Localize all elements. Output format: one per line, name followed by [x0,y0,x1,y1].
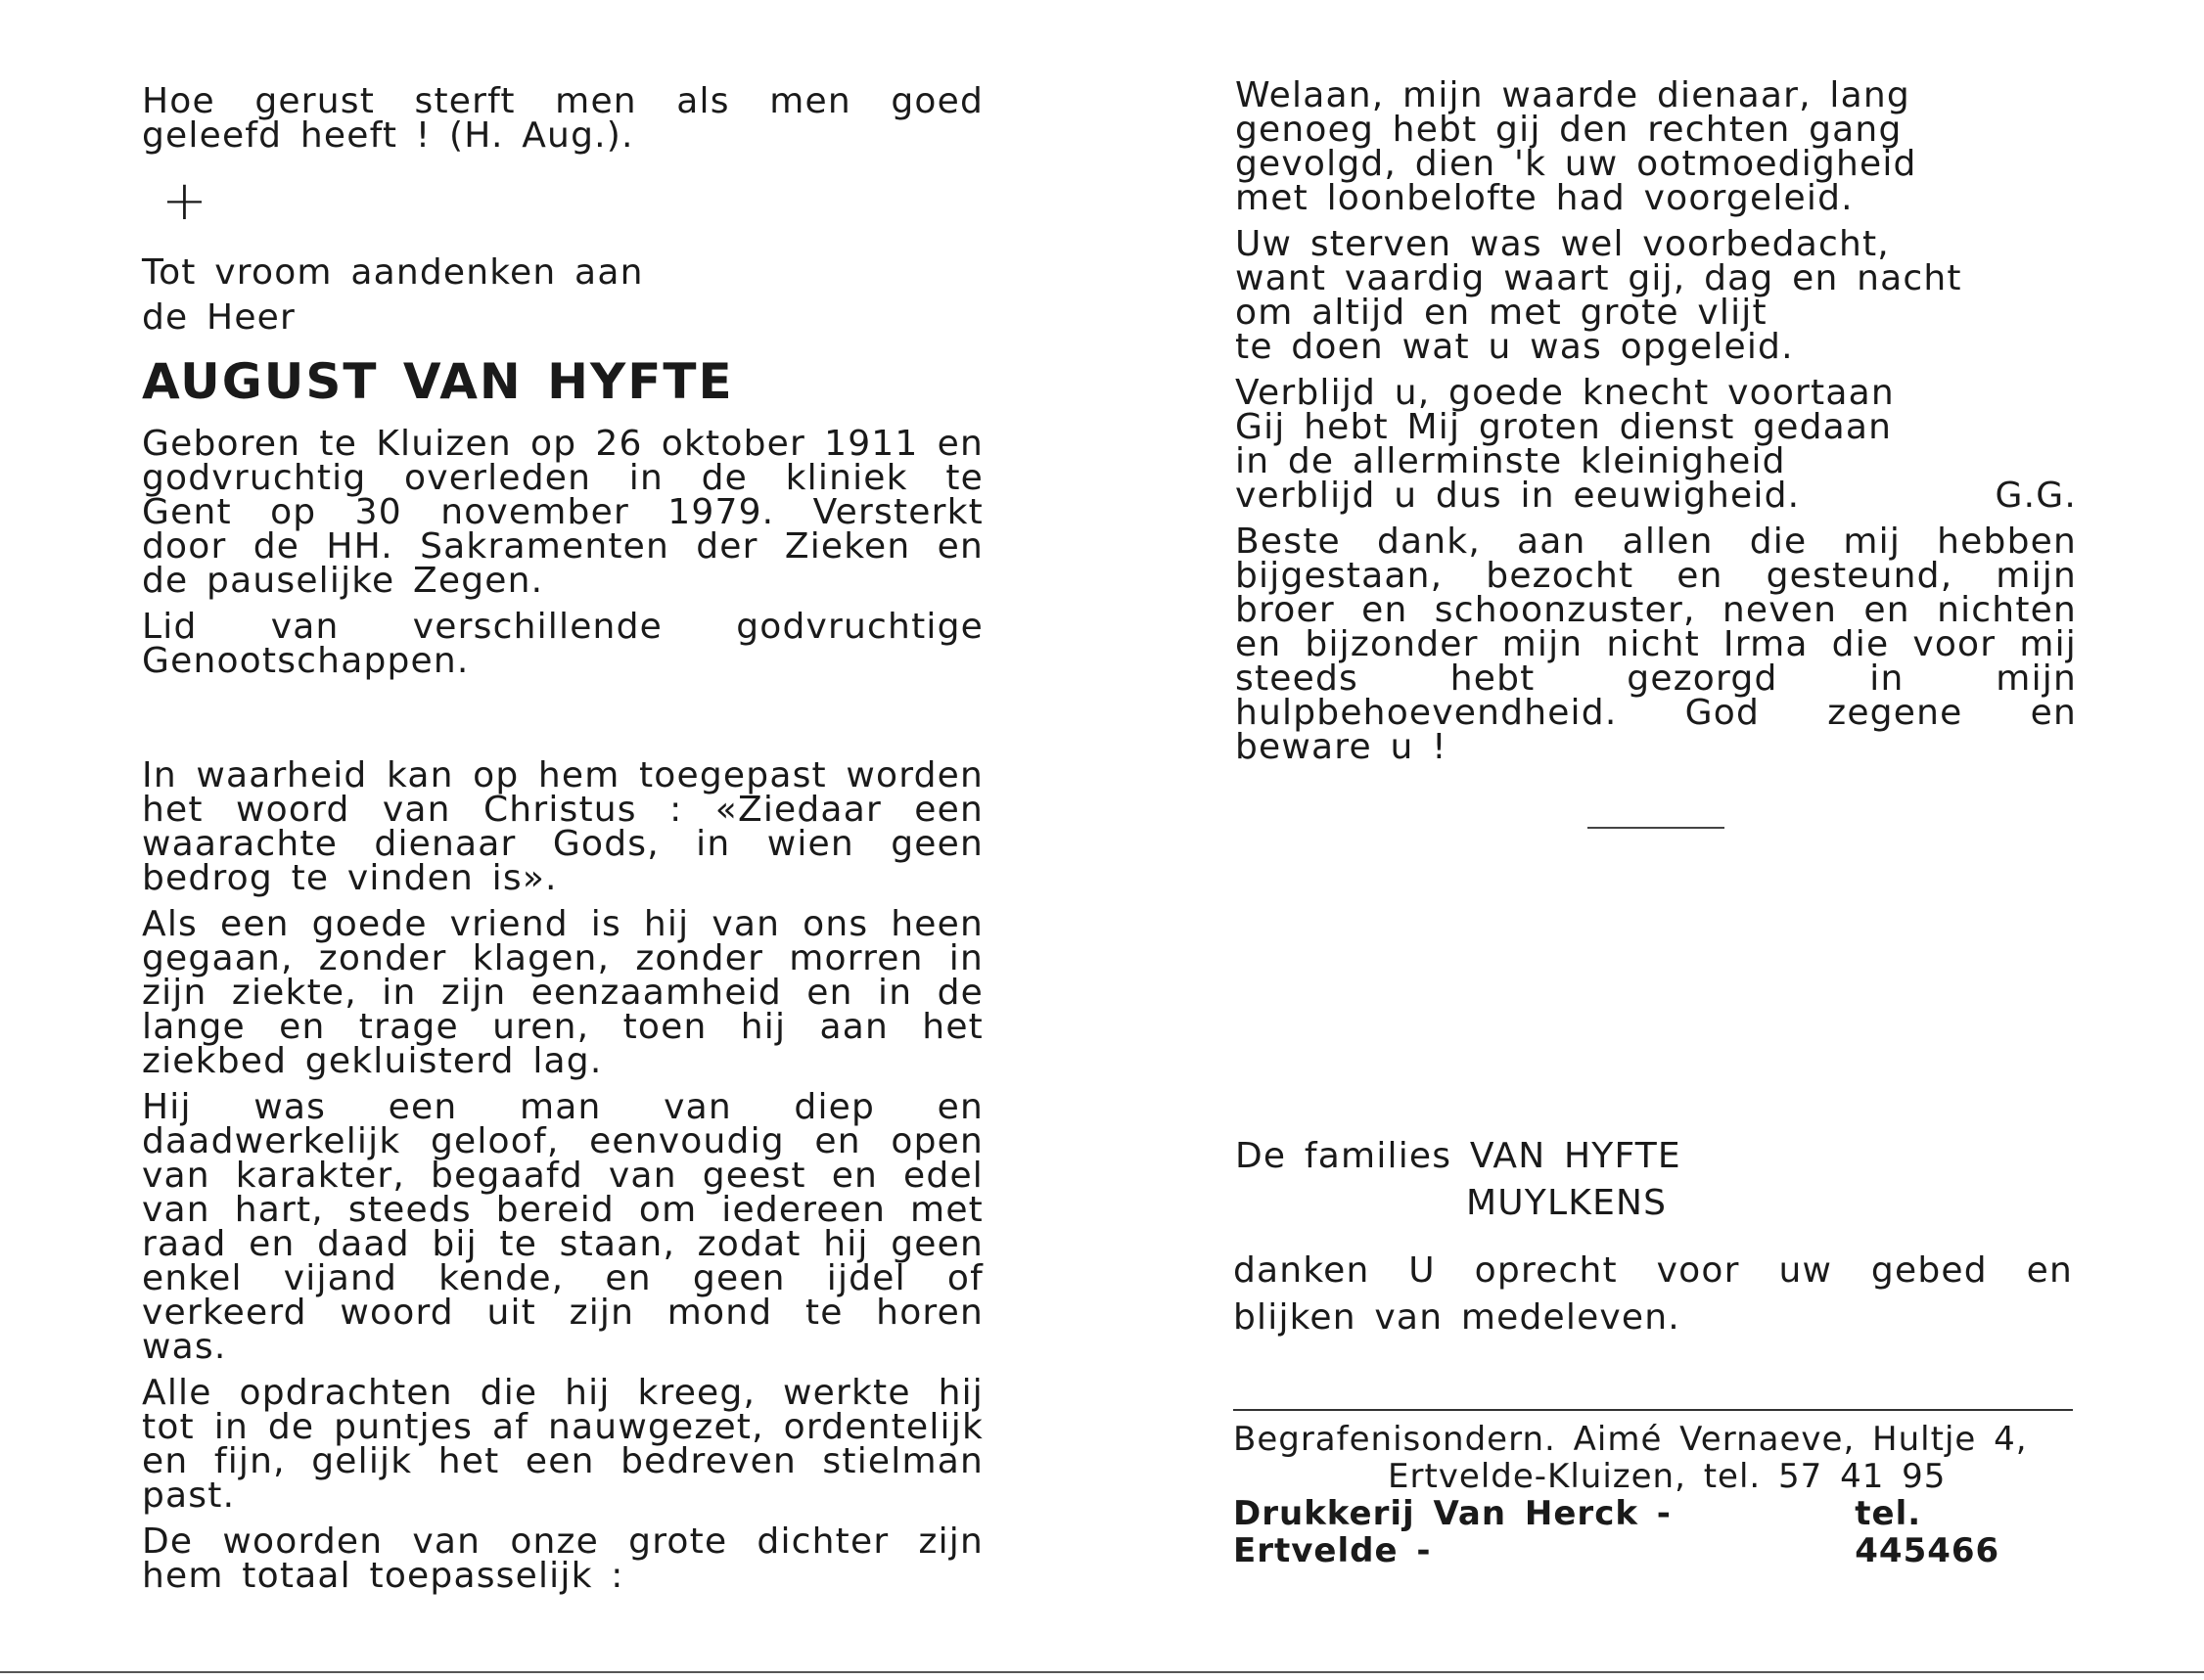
poem-line: genoeg hebt gij den rechten gang [1235,110,1903,150]
poem-last-line [1235,476,2077,516]
divider-long [1233,1409,2073,1411]
poem-line: want vaardig waart gij, dag en nacht [1235,258,1962,298]
poem-line: Gij hebt Mij groten dienst gedaan [1235,407,1893,447]
left-column [142,78,984,1605]
footer-printer-name: Drukkerij Van Herck - Ertvelde - [1233,1494,1672,1570]
poem-stanza-1 [1235,75,2077,218]
footer [1233,1421,2073,1569]
intro-line-2: de Heer [142,297,297,338]
poem-signature: G.G. [1995,476,2077,516]
paragraph-5: De woorden van onze grote dichter zijn hem totaal toepasselijk : [142,1521,984,1596]
thanks-note: Beste dank, aan allen die mij hebben bijgestaan, bezocht en gesteund, mijn broer en schoonzuster, neven en nichten en bijzonder mijn nicht Irma die voor mij steeds hebt gezorgd in mijn hulpbehoevendheid. God zegene en beware u ! [1235,522,2077,767]
paragraph-2: Als een goede vriend is hij van ons heen gegaan, zonder klagen, zonder morren in zijn ziekte, in zijn eenzaamheid en in de lange en trage uren, toen hij aan het ziekbed gekluisterd lag. [142,904,984,1081]
motto: Hoe gerust sterft men als men goed geleefd heeft ! (H. Aug.). [142,81,984,156]
footer-address: Ertvelde-Kluizen, tel. 57 41 95 [1388,1457,1947,1496]
intro-line-1: Tot vroom aandenken aan [142,252,644,293]
footer-printer [1233,1495,2073,1569]
poem-line: in de allerminste kleinigheid [1235,441,1786,481]
right-column [1235,75,2077,776]
paragraph-4: Alle opdrachten die hij kreeg, werkte hij tot in de puntjes af nauwgezet, ordentelijk en fijn, gelijk het een bedreven stielman past. [142,1373,984,1516]
spacer [142,690,984,758]
family-thanks: danken U oprecht voor uw gebed en blijken van medeleven. [1233,1250,2073,1338]
poem-line: om altijd en met grote vlijt [1235,293,1768,333]
poem-line: Welaan, mijn waarde dienaar, lang [1235,75,1910,115]
card-bottom-edge [0,1671,2204,1673]
families-line-1: De families VAN HYFTE [1235,1136,1681,1176]
cross-icon: + [161,169,209,233]
footer-undertaker: Begrafenisondern. Aimé Vernaeve, Hultje 4, [1233,1420,2028,1459]
poem-line: Uw sterven was wel voorbedacht, [1235,224,1890,264]
poem-line: gevolgd, dien 'k uw ootmoedigheid [1235,144,1917,184]
divider-short [1587,827,1724,829]
poem-stanza-2 [1235,224,2077,367]
poem-line: met loonbelofte had voorgeleid. [1235,178,1854,218]
poem-line: verblijd u dus in eeuwigheid. [1235,476,1801,516]
poem-line: Verblijd u, goede knecht voortaan [1235,373,1895,413]
footer-printer-phone: tel. 445466 [1855,1494,2000,1570]
paragraph-3: Hij was een man van diep en daadwerkelijk geloof, eenvoudig en open van karakter, begaafd van geest en edel van hart, steeds bereid om iedereen met raad en daad bij te staan, zodat hij geen enkel vijand kende, en geen ijdel of verkeerd woord uit zijn mond te horen was. [142,1087,984,1367]
families-block [1235,1133,1681,1227]
families-line-2: MUYLKENS [1466,1183,1668,1223]
birth-death-paragraph: Geboren te Kluizen op 26 oktober 1911 en godvruchtig overleden in de kliniek te Gent op 30 november 1979. Versterkt door de HH. Sakramenten der Zieken en de pauselijke Zegen. [142,424,984,601]
membership-paragraph: Lid van verschillende godvruchtige Genootschappen. [142,607,984,681]
poem-stanza-3 [1235,373,2077,516]
paragraph-1: In waarheid kan op hem toegepast worden het woord van Christus : «Ziedaar een waarachte dienaar Gods, in wien geen bedrog te vinden is». [142,755,984,898]
deceased-name: AUGUST VAN HYFTE [142,353,734,410]
poem-line: te doen wat u was opgeleid. [1235,327,1794,367]
